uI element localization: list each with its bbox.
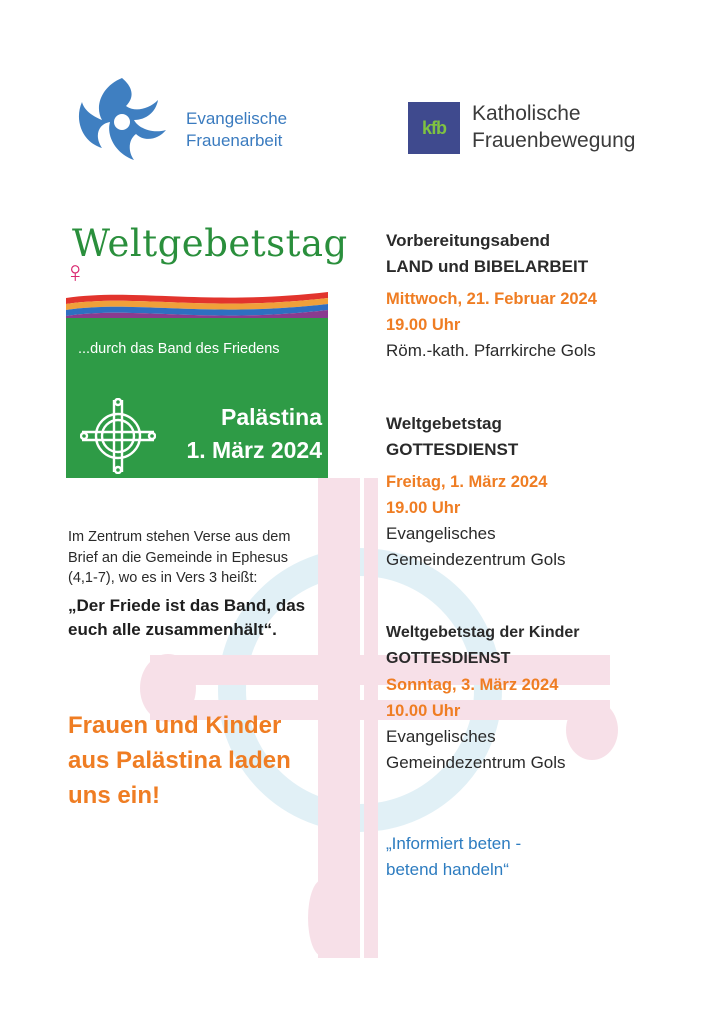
intro-line: (4,1-7), wo es in Vers 3 heißt: (68, 570, 258, 586)
event-date: Freitag, 1. März 2024 (386, 473, 548, 491)
katholische-frauenbewegung-name (472, 100, 635, 154)
event-time: 10.00 Uhr (386, 702, 461, 720)
motto-line: „Informiert beten - (386, 834, 522, 853)
celtic-cross-icon (80, 398, 156, 474)
invitation-line: uns ein! (68, 782, 161, 809)
motto (386, 831, 521, 883)
event-time: 19.00 Uhr (386, 499, 461, 517)
event-place-line: Gemeindezentrum Gols (386, 550, 566, 569)
event-place-line: Röm.-kath. Pfarrkirche Gols (386, 341, 596, 360)
event-preparation (386, 228, 597, 364)
invitation-line: Frauen und Kinder (68, 712, 282, 739)
intro-line: Brief an die Gemeinde in Ephesus (68, 549, 289, 566)
event-title-line: Weltgebetstag der Kinder (386, 624, 580, 641)
kfb-logo-text: kfb (422, 117, 446, 138)
quote-line: „Der Friede ist das Band, das (68, 596, 306, 615)
invitation-text (68, 708, 291, 813)
event-time: 19.00 Uhr (386, 316, 461, 334)
banner-subtitle: ...durch das Band des Friedens (78, 341, 280, 357)
banner-date: 1. März 2024 (186, 437, 322, 463)
event-service (386, 411, 566, 573)
event-place-line: Evangelisches (386, 727, 496, 746)
event-date: Mittwoch, 21. Februar 2024 (386, 290, 597, 308)
bible-quote (68, 594, 305, 642)
event-place-line: Evangelisches (386, 524, 496, 543)
event-place-line: Gemeindezentrum Gols (386, 753, 566, 772)
intro-text (68, 527, 290, 589)
event-title-line: LAND und BIBELARBEIT (386, 257, 589, 276)
banner-country: Palästina (221, 404, 322, 430)
motto-line: betend handeln“ (386, 860, 509, 879)
evangelische-frauenarbeit-logo-icon (72, 76, 170, 164)
event-children-service (386, 620, 580, 776)
event-title-line: Vorbereitungsabend (386, 231, 551, 250)
katholische-frauenbewegung-line2: Frauenbewegung (472, 129, 636, 152)
event-title-line: GOTTESDIENST (386, 650, 511, 667)
venus-symbol-icon: ♀ (64, 256, 87, 289)
intro-line: Im Zentrum stehen Verse aus dem (68, 529, 291, 545)
event-date: Sonntag, 3. März 2024 (386, 676, 559, 694)
kfb-logo (408, 102, 460, 154)
event-title-line: Weltgebetstag (386, 414, 502, 433)
invitation-line: aus Palästina laden (68, 747, 291, 774)
evangelische-frauenarbeit-line1: Evangelische (186, 109, 288, 128)
evangelische-frauenarbeit-name (186, 108, 287, 152)
banner-title: Weltgebetstag (72, 222, 348, 265)
quote-line: euch alle zusammenhält“. (68, 620, 277, 639)
katholische-frauenbewegung-line1: Katholische (472, 102, 581, 125)
event-title-line: GOTTESDIENST (386, 440, 519, 459)
evangelische-frauenarbeit-line2: Frauenarbeit (186, 131, 283, 150)
